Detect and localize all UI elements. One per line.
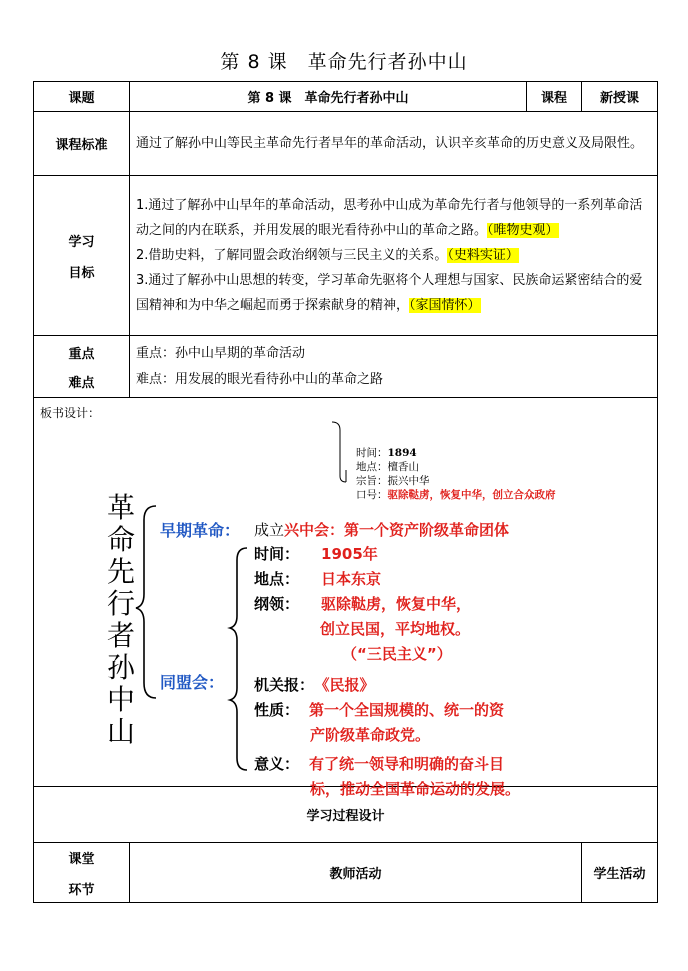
xingzhonghui-details — [356, 446, 556, 502]
key-point: 重点：孙中山早期的革命活动 — [136, 345, 306, 361]
goal-item-3: 3.通过了解孙中山思想的转变，学习革命先驱将个人理想与国家、民族命运紧密结合的爱国精神和为中华之崛起而勇于探索献身的精神，（家国情怀） — [136, 273, 643, 313]
difficult-point: 难点：用发展的眼光看待孙中山的革命之路 — [136, 371, 384, 387]
header-row — [34, 82, 658, 112]
standard-text: 通过了解孙中山等民主革命先行者早年的革命活动，认识辛亥革命的历史意义及局限性。 — [136, 136, 644, 151]
goals-label-line2: 目标 — [68, 265, 95, 281]
goal-item-1: 1.通过了解孙中山早年的革命活动，思考孙中山成为革命先行者与他领导的一系列革命活动之间的内在联系，并用发展的眼光看待孙中山的革命之路。（唯物史观） — [136, 198, 643, 238]
lesson-plan-table — [33, 81, 658, 903]
goals-row — [34, 176, 658, 336]
early-revolution-label: 早期革命： — [160, 521, 241, 540]
goal-tag-3: （家国情怀） — [409, 298, 481, 313]
lesson-title-cell: 第 8 课 革命先行者孙中山 — [130, 82, 527, 112]
detail-slogan: 口号：驱除鞑虏，恢复中华，创立合众政府 — [356, 489, 556, 501]
detail-place: 地点：檀香山 — [356, 461, 419, 473]
standard-row — [34, 112, 658, 176]
goals-label-line1: 学习 — [68, 234, 95, 250]
process-header-row — [34, 843, 658, 903]
board-main-title: 革命先行者孙中山 — [106, 491, 135, 748]
goals-label — [34, 176, 130, 336]
goal-tag-1: （唯物史观） — [487, 223, 559, 238]
page-title: 第 8 课 革命先行者孙中山 — [220, 51, 468, 73]
league-details: 时间： 1905年 地点： 日本东京 纲领： 驱除鞑虏，恢复中华， 创立民国，平均地权。 （“三民主义”） 机关报： 《民报》 性质： 第一个全国规模的、统一的资 产阶级革命政党。 意义： 有了统一领导和明确的奋斗目 标，推动全国革命运动的发展。 — [254, 545, 521, 798]
board-label: 板书设计： — [40, 406, 101, 420]
detail-aim: 宗旨：振兴中华 — [356, 475, 430, 487]
topic-label: 课题 — [34, 82, 130, 112]
early-revolution-line: 成立兴中会：第一个资产阶级革命团体 — [254, 521, 510, 539]
key-points-row — [34, 336, 658, 398]
type-label: 课程 — [527, 82, 582, 112]
goal-item-2: 2.借助史料，了解同盟会政治纲领与三民主义的关系。（史料实证） — [136, 248, 519, 263]
process-col-student: 学生活动 — [582, 843, 658, 903]
process-title: 学习过程设计 — [34, 787, 658, 843]
key-points-label: 重点 难点 — [34, 336, 130, 398]
board-row — [34, 398, 658, 787]
process-col-teacher: 教师活动 — [130, 843, 582, 903]
detail-time: 时间：1894 — [356, 447, 417, 459]
process-col-stage: 课堂 环节 — [34, 843, 130, 903]
type-value: 新授课 — [582, 82, 658, 112]
league-label: 同盟会： — [160, 673, 225, 692]
board-design — [34, 398, 656, 798]
standard-label: 课程标准 — [34, 112, 130, 176]
goal-tag-2: （史料实证） — [447, 248, 519, 263]
